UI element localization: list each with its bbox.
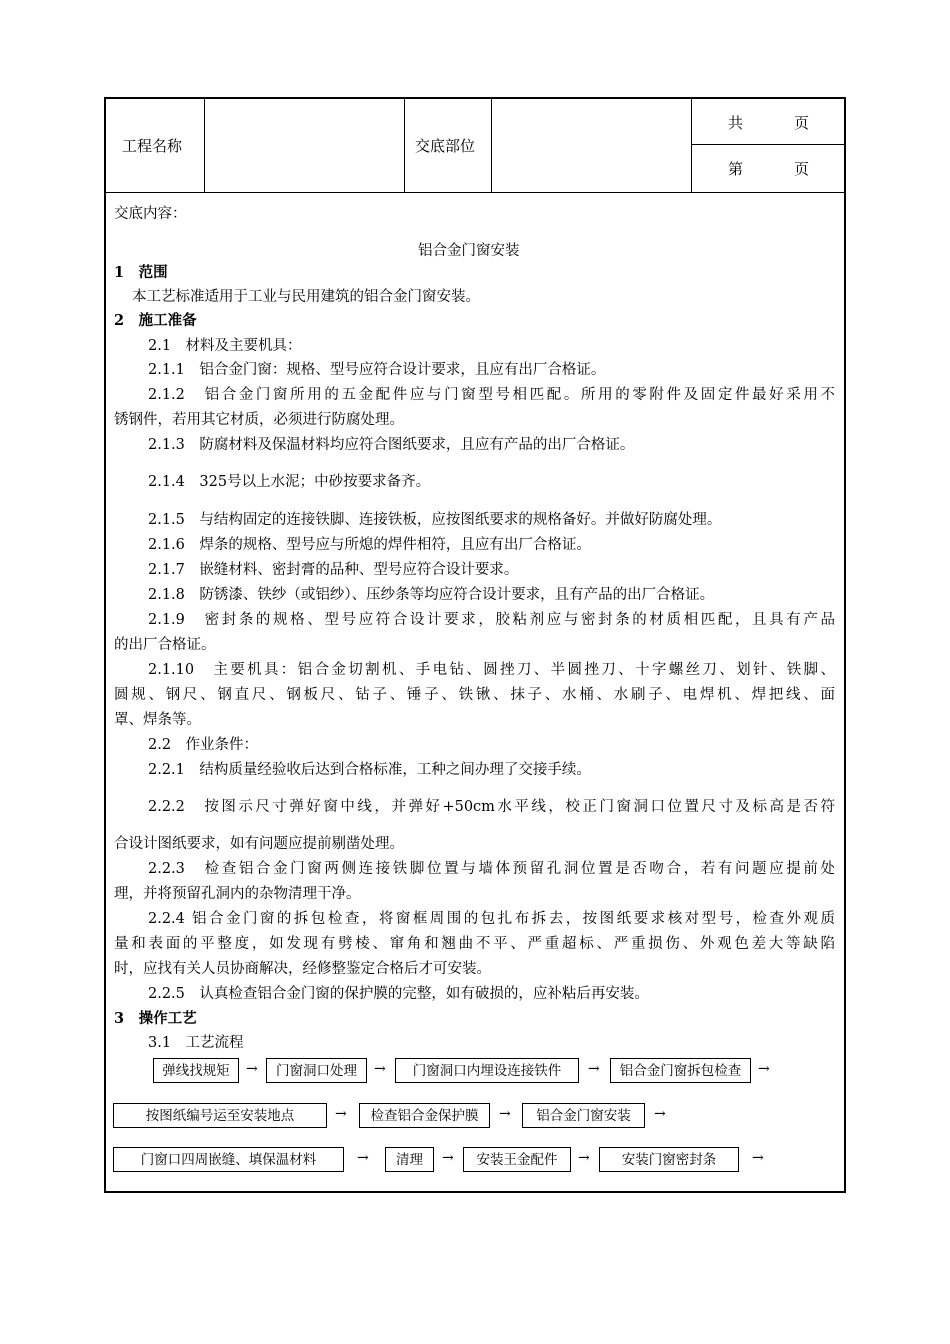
flow-step: 清理 — [385, 1147, 434, 1172]
paragraph-line: 2.1.5 与结构固定的连接铁脚、连接铁板，应按图纸要求的规格备好。并做好防腐处理。 — [148, 512, 722, 528]
flow-arrow: → — [357, 1150, 369, 1166]
location-field[interactable] — [493, 99, 689, 191]
flow-arrow: → — [654, 1106, 666, 1122]
flow-step: 铝合金门窗拆包检查 — [610, 1058, 751, 1083]
flow-step: 铝合金门窗安装 — [522, 1103, 645, 1128]
flow-arrow: → — [752, 1150, 764, 1166]
paragraph-line: 3.1 工艺流程 — [148, 1035, 244, 1051]
flow-arrow: → — [335, 1106, 347, 1122]
paragraph-line: 本工艺标准适用于工业与民用建筑的铝合金门窗安装。 — [132, 289, 480, 305]
paragraph-line: 2.1.8 防锈漆、铁纱（或铝纱）、压纱条等均应符合设计要求，且有产品的出厂合格证。 — [148, 587, 715, 603]
paragraph-line: 锈钢件，若用其它材质，必须进行防腐处理。 — [114, 412, 404, 428]
doc-title: 铝合金门窗安装 — [418, 243, 520, 259]
flow-step: 门窗洞口处理 — [266, 1058, 367, 1083]
flow-arrow: → — [442, 1150, 454, 1166]
flow-arrow: → — [758, 1061, 770, 1077]
total-pages-label-b: 页 — [794, 113, 810, 132]
paragraph-line: 2.2.2 按图示尺寸弹好窗中线，并弹好+50cm水平线，校正门窗洞口位置尺寸及标高是否符 — [148, 799, 835, 815]
project-name-label: 工程名称 — [122, 136, 183, 155]
paragraph-line: 2.1.7 嵌缝材料、密封膏的品种、型号应符合设计要求。 — [148, 562, 519, 578]
paragraph-line: 罩、焊条等。 — [114, 712, 201, 728]
section-heading: 2 施工准备 — [114, 312, 197, 329]
flow-step: 安装王金配件 — [463, 1147, 571, 1172]
header-divider — [691, 144, 846, 145]
total-pages-label-a: 共 — [728, 113, 744, 132]
section-heading: 3 操作工艺 — [114, 1010, 197, 1027]
flow-step: 弹线找规矩 — [153, 1058, 239, 1083]
paragraph-line: 2.1.10 主要机具：铝合金切割机、手电钻、圆挫刀、半圆挫刀、十字螺丝刀、划针、铁脚、 — [148, 662, 835, 678]
flow-step: 检查铝合金保护膜 — [359, 1103, 490, 1128]
flow-arrow: → — [588, 1061, 600, 1077]
paragraph-line: 2.2 作业条件： — [148, 737, 259, 753]
location-label: 交底部位 — [415, 136, 476, 155]
flow-step: 安装门窗密封条 — [599, 1147, 739, 1172]
flow-arrow: → — [499, 1106, 511, 1122]
paragraph-line: 2.1.2 铝合金门窗所用的五金配件应与门窗型号相匹配。所用的零附件及固定件最好采用不 — [148, 387, 835, 403]
paragraph-line: 理，并将预留孔洞内的杂物清理干净。 — [114, 886, 361, 902]
flow-arrow: → — [246, 1061, 258, 1077]
flow-step: 按图纸编号运至安装地点 — [113, 1103, 327, 1128]
header-divider — [691, 97, 692, 193]
paragraph-line: 2.2.3 检查铝合金门窗两侧连接铁脚位置与墙体预留孔洞位置是否吻合，若有问题应提前处 — [148, 861, 835, 877]
section-heading: 1 范围 — [114, 264, 168, 281]
flow-arrow: → — [578, 1150, 590, 1166]
flow-step: 门窗口四周嵌缝、填保温材料 — [113, 1147, 344, 1172]
paragraph-line: 2.1.9 密封条的规格、型号应符合设计要求，胶粘剂应与密封条的材质相匹配，且具有产品 — [148, 612, 835, 628]
paragraph-line: 圆规、钢尺、钢直尺、钢板尺、钻子、锤子、铁锹、抹子、水桶、水刷子、电焊机、焊把线、面 — [114, 687, 835, 703]
header-divider — [404, 97, 405, 193]
flow-arrow: → — [374, 1061, 386, 1077]
header-divider — [204, 97, 205, 193]
flow-step: 门窗洞口内埋设连接铁件 — [395, 1058, 579, 1083]
paragraph-line: 2.1 材料及主要机具： — [148, 338, 302, 354]
paragraph-line: 合设计图纸要求，如有问题应提前剔凿处理。 — [114, 836, 404, 852]
intro-label: 交底内容： — [114, 206, 187, 222]
header-bottom-line — [104, 192, 846, 193]
paragraph-line: 2.2.4 铝合金门窗的拆包检查，将窗框周围的包扎布拆去，按图纸要求核对型号，检查外观质 — [148, 911, 835, 927]
paragraph-line: 2.1.4 325号以上水泥；中砂按要求备齐。 — [148, 474, 431, 490]
header-divider — [491, 97, 492, 193]
paragraph-line: 2.1.6 焊条的规格、型号应与所熄的焊件相符，且应有出厂合格证。 — [148, 537, 591, 553]
project-name-field[interactable] — [206, 99, 402, 191]
page-number-label-a: 第 — [728, 159, 744, 178]
paragraph-line: 2.2.5 认真检查铝合金门窗的保护膜的完整，如有破损的，应补粘后再安装。 — [148, 986, 649, 1002]
paragraph-line: 时，应找有关人员协商解决，经修整鉴定合格后才可安装。 — [114, 961, 491, 977]
paragraph-line: 的出厂合格证。 — [114, 637, 216, 653]
paragraph-line: 量和表面的平整度，如发现有劈棱、窜角和翘曲不平、严重超标、严重损伤、外观色差大等缺陷 — [114, 936, 835, 952]
page-number-label-b: 页 — [794, 159, 810, 178]
paragraph-line: 2.1.3 防腐材料及保温材料均应符合图纸要求，且应有产品的出厂合格证。 — [148, 437, 635, 453]
paragraph-line: 2.1.1 铝合金门窗：规格、型号应符合设计要求，且应有出厂合格证。 — [148, 362, 606, 378]
paragraph-line: 2.2.1 结构质量经验收后达到合格标准，工种之间办理了交接手续。 — [148, 762, 591, 778]
